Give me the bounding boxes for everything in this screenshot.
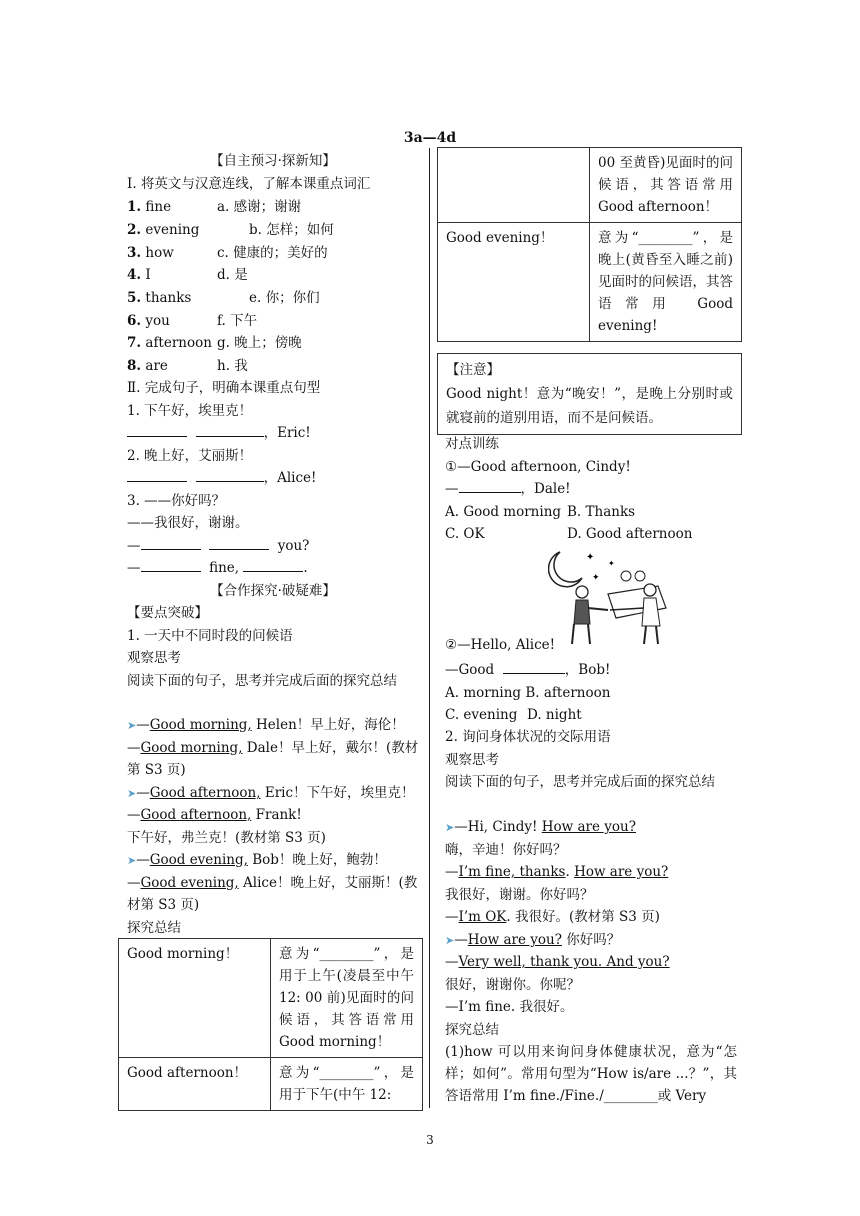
note-title: 【注意】	[446, 362, 500, 378]
example-line: —I’m fine. 我很好。	[445, 999, 574, 1015]
answer-blank[interactable]	[243, 557, 303, 572]
answer-blank[interactable]	[141, 535, 201, 550]
vocab-en: thanks	[145, 290, 192, 306]
arrow-icon: ➤	[127, 854, 137, 867]
underlined-phrase: How are you?	[541, 819, 636, 835]
key-points-heading: 【要点突破】	[127, 605, 208, 621]
answer-blank[interactable]	[459, 478, 521, 493]
practice-q1-line1: ①—Good afternoon, Cindy!	[445, 459, 631, 475]
example-line: ➤—Good afternoon, Eric！下午好，埃里克！	[127, 785, 415, 801]
sentence-q3: 3. ——你好吗？	[127, 493, 226, 509]
person-head	[576, 586, 588, 598]
underlined-phrase: Good afternoon,	[140, 807, 252, 823]
sentence-q3-b: ——我很好，谢谢。	[127, 515, 249, 531]
person-legs	[572, 624, 590, 644]
sentence-q1-answer	[127, 422, 311, 444]
practice-label: 对点训练	[445, 436, 499, 452]
answer-blank[interactable]	[141, 557, 201, 572]
sentence-q2: 2. 晚上好，艾丽斯！	[127, 448, 253, 464]
option[interactable]: C. evening	[445, 707, 518, 723]
underlined-phrase: Good morning,	[149, 717, 252, 733]
greeting-illustration	[548, 546, 670, 646]
option[interactable]: A. Good morning	[445, 504, 562, 520]
vocab-num: 7.	[127, 335, 142, 351]
answer-blank[interactable]	[127, 422, 187, 437]
table-row	[119, 939, 423, 1058]
sentence-q3-answer-2: — fine, .	[127, 557, 308, 579]
answer-blank[interactable]	[209, 535, 269, 550]
part2-title: Ⅱ. 完成句子，明确本课重点句型	[127, 380, 321, 396]
table-cell-value: 意为“________”，是用于下午(中午 12:	[271, 1058, 423, 1111]
sentence-mid: fine,	[209, 560, 240, 576]
example-line: —I’m fine, thanks. How are you?	[445, 864, 669, 880]
example-text: Frank!	[251, 807, 302, 823]
summary-label: 探究总结	[445, 1022, 499, 1038]
underlined-phrase: Good afternoon,	[149, 785, 261, 801]
sentence-tail: ，Bob!	[564, 662, 611, 678]
table-cell-key: Good morning！	[119, 939, 271, 1058]
person-body	[574, 600, 590, 624]
vocab-zh: g. 晚上；傍晚	[217, 335, 302, 351]
vocab-zh: a. 感谢；谢谢	[217, 199, 302, 215]
arrow-icon: ➤	[127, 719, 137, 732]
table-cell-value: 意为“________”，是晚上(黄昏至入睡之前)见面时的问候语，其答语常用 Good evening!	[590, 223, 742, 342]
vocab-zh: h. 我	[217, 358, 248, 374]
star-icon: ✦	[592, 573, 600, 583]
page-number: 3	[426, 1133, 434, 1147]
vocab-zh: d. 是	[217, 267, 248, 283]
vocab-en: how	[145, 245, 174, 261]
option[interactable]: D. night	[527, 707, 582, 723]
part1-title: Ⅰ. 将英文与汉意连线，了解本课重点词汇	[127, 176, 371, 192]
vocab-en: fine	[145, 199, 172, 215]
sentence-tail: ，Eric!	[263, 425, 311, 441]
greeting-table	[118, 938, 423, 1111]
underlined-phrase: How are you?	[574, 864, 669, 880]
star-icon: ✦	[586, 552, 595, 563]
vocab-en: you	[145, 313, 170, 329]
page-title: 3a—4d	[403, 130, 457, 146]
option[interactable]: C. OK	[445, 526, 485, 542]
handshake	[588, 608, 608, 610]
example-line: ➤—Good morning, Helen！早上好，海伦！	[127, 717, 405, 733]
underlined-phrase: I’m OK	[458, 909, 507, 925]
example-line: 很好，谢谢你。你呢？	[445, 977, 580, 993]
example-line: 我很好，谢谢。你好吗？	[445, 887, 594, 903]
point2-heading: 2. 询问身体状况的交际用语	[445, 729, 611, 745]
vocab-num: 6.	[127, 313, 142, 329]
underlined-phrase: How are you?	[467, 932, 562, 948]
practice-q2-line1: ②—Hello, Alice!	[445, 637, 556, 653]
sentence-q1: 1. 下午好，埃里克！	[127, 403, 253, 419]
table-cell-value: 意为“________”，是用于上午(凌晨至中午 12: 00 前)见面时的问候语，其答语常用 Good morning！	[271, 939, 423, 1058]
person-legs	[644, 626, 658, 644]
answer-blank[interactable]	[127, 467, 187, 482]
moon-icon	[549, 552, 582, 587]
example-line: —Good evening, Alice！晚上好，艾丽斯！(教材第 S3 页)	[127, 875, 418, 913]
vocab-zh: f. 下午	[217, 313, 258, 329]
example-text: 你好吗？	[561, 932, 621, 948]
option[interactable]: A. morning B. afternoon	[445, 685, 611, 701]
sentence-head: —Good	[445, 662, 495, 678]
vocab-zh: e. 你；你们	[249, 290, 320, 306]
sentence-q2-answer	[127, 467, 316, 489]
example-text: Alice！晚上好，艾丽斯！(教材第 S3 页)	[127, 875, 418, 913]
sentence-tail: ，Alice!	[263, 470, 317, 486]
table-cell-key: Good evening！	[438, 223, 590, 342]
example-line: 嗨，辛迪！你好吗？	[445, 842, 567, 858]
example-line: ➤—Good evening, Bob！晚上好，鲍勃！	[127, 852, 387, 868]
example-text: Helen！早上好，海伦！	[251, 717, 405, 733]
note-box	[437, 353, 742, 435]
example-text: Eric！下午好，埃里克！	[260, 785, 415, 801]
vocab-en: are	[145, 358, 168, 374]
example-line: —Good afternoon, Frank!	[127, 807, 302, 823]
vocab-zh: b. 怎样；如何	[249, 222, 334, 238]
vocab-en: evening	[145, 222, 200, 238]
section-heading-preview: 【自主预习·探新知】	[210, 153, 336, 169]
greeting-table-continued	[437, 147, 742, 342]
example-line: —Very well, thank you. And you?	[445, 954, 670, 970]
vocab-zh: c. 健康的；美好的	[217, 245, 328, 261]
vocab-en: afternoon	[145, 335, 212, 351]
underlined-phrase: Good evening,	[140, 875, 239, 891]
summary-label: 探究总结	[127, 920, 181, 936]
table-cell-value: 00 至黄昏)见面时的问候语，其答语常用 Good afternoon！	[590, 148, 742, 223]
vocab-num: 3.	[127, 245, 142, 261]
example-text: Dale！早上好，戴尔！(教材第 S3 页)	[127, 740, 419, 778]
point1-heading: 1. 一天中不同时段的问候语	[127, 628, 293, 644]
example-line: 下午好，弗兰克！(教材第 S3 页)	[127, 830, 326, 846]
read-instruction: 阅读下面的句子，思考并完成后面的探究总结	[127, 673, 397, 689]
vocab-num: 8.	[127, 358, 142, 374]
arrow-icon: ➤	[445, 934, 455, 947]
table-row	[438, 148, 742, 223]
example-text: . 我很好。(教材第 S3 页)	[506, 909, 660, 925]
vocab-num: 2.	[127, 222, 142, 238]
vocab-num: 5.	[127, 290, 142, 306]
option[interactable]: B. Thanks	[567, 504, 636, 520]
observe-label: 观察思考	[445, 752, 499, 768]
summary-text: (1)how 可以用来询问身体健康状况，意为“怎样；如何”。常用句型为“How is/are ...？”，其答语常用 I’m fine./Fine./________或 Very	[445, 1044, 737, 1104]
table-row	[119, 1058, 423, 1111]
vocab-num: 1.	[127, 199, 142, 215]
sentence-tail: you?	[277, 538, 310, 554]
example-line: —I’m OK. 我很好。(教材第 S3 页)	[445, 909, 660, 925]
star-icon: ✦	[608, 559, 615, 568]
arrow-icon: ➤	[445, 821, 455, 834]
example-text: Bob！晚上好，鲍勃！	[247, 852, 387, 868]
option[interactable]: D. Good afternoon	[567, 526, 693, 542]
answer-blank[interactable]	[196, 422, 264, 437]
person-head	[644, 584, 656, 596]
practice-q2-line2	[445, 659, 610, 681]
note-body: Good night！意为“晚安！”，是晚上分别时或就寝前的道别用语，而不是问候语。	[446, 386, 733, 426]
table-cell-key	[438, 148, 590, 223]
example-line: ➤—How are you? 你好吗？	[445, 932, 621, 948]
table-cell-key: Good afternoon！	[119, 1058, 271, 1111]
example-text: .	[565, 864, 575, 880]
person-head	[621, 571, 631, 581]
practice-q1-line2: — ，Dale!	[445, 478, 571, 500]
sentence-tail: ，Dale!	[520, 481, 571, 497]
vocab-num: 4.	[127, 267, 142, 283]
section-heading-explore: 【合作探究·破疑难】	[210, 583, 336, 599]
arrow-icon: ➤	[127, 787, 137, 800]
underlined-phrase: Good morning,	[140, 740, 243, 756]
observe-label: 观察思考	[127, 650, 181, 666]
read-instruction: 阅读下面的句子，思考并完成后面的探究总结	[445, 774, 715, 790]
sentence-q3-answer-1: — you?	[127, 535, 309, 557]
person-head	[635, 571, 645, 581]
table-row	[438, 223, 742, 342]
answer-blank[interactable]	[196, 467, 264, 482]
example-line	[445, 816, 636, 839]
underlined-phrase: Good evening,	[149, 852, 248, 868]
example-line: —Good morning, Dale！早上好，戴尔！(教材第 S3 页)	[127, 740, 419, 778]
answer-blank[interactable]	[503, 659, 565, 674]
underlined-phrase: Very well, thank you. And you?	[458, 954, 670, 970]
vocab-en: I	[145, 267, 151, 283]
example-text: —Hi, Cindy!	[454, 819, 542, 835]
column-divider	[429, 148, 430, 1108]
underlined-phrase: I’m fine, thanks	[458, 864, 566, 880]
